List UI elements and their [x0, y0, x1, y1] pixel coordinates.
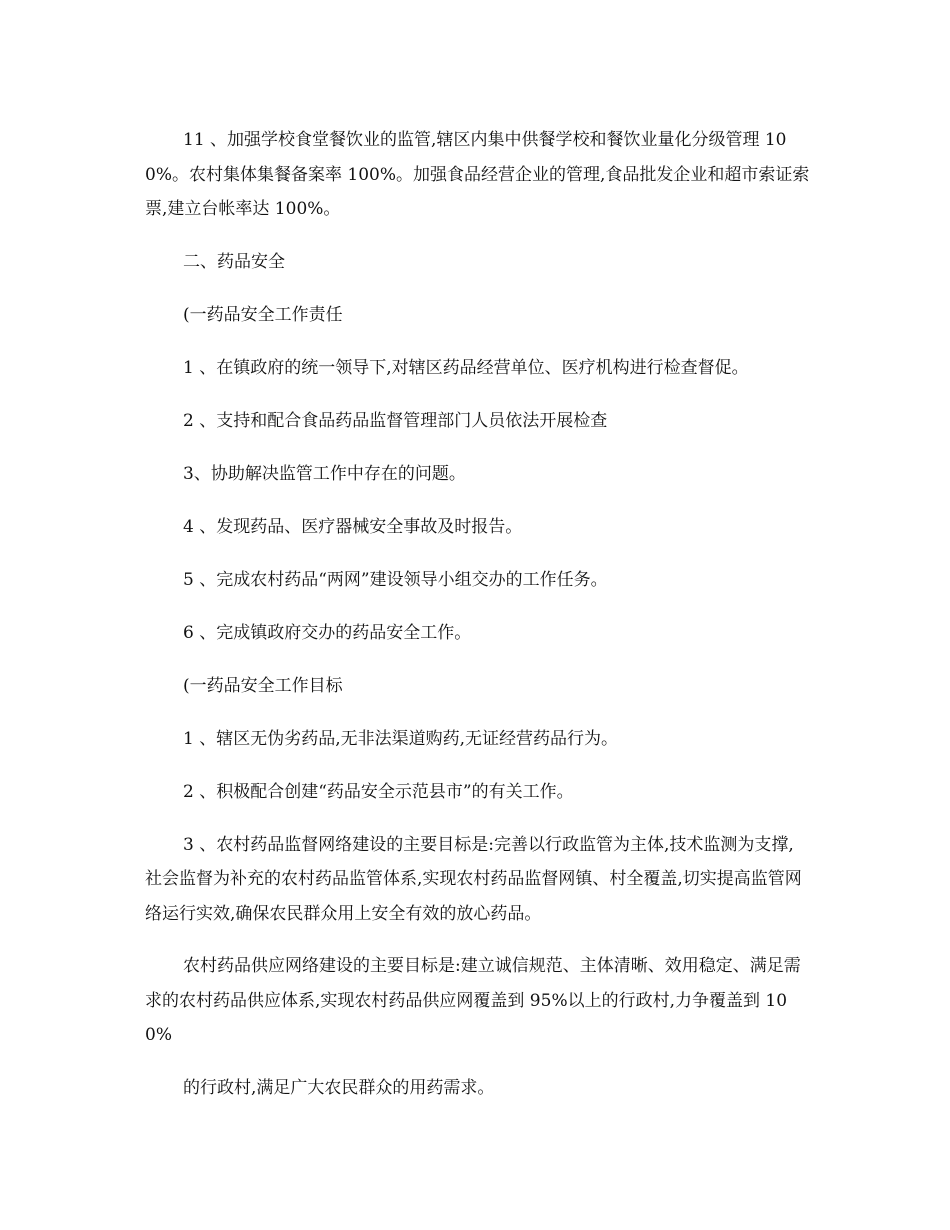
list-item: 5 、完成农村药品“两网”建设领导小组交办的工作任务。 [183, 569, 608, 590]
subsection-heading-responsibility: (一药品安全工作责任 [183, 304, 343, 325]
list-item: 6 、完成镇政府交办的药品安全工作。 [183, 622, 472, 643]
paragraph-continuation: 的行政村,满足广大农民群众的用药需求。 [183, 1077, 495, 1098]
paragraph-food-supervision: 11 、加强学校食堂餐饮业的监管,辖区内集中供餐学校和餐饮业量化分级管理 100%。农村集体集餐备案率 100%。加强食品经营企业的管理,食品批发企业和超市索证索票,建立台帐率达 100%。 [145, 130, 810, 219]
section-heading-drug-safety: 二、药品安全 [183, 251, 285, 272]
paragraph-supply-network: 农村药品供应网络建设的主要目标是:建立诚信规范、主体清晰、效用稳定、满足需求的农村药品供应体系,实现农村药品供应网覆盖到 95%以上的行政村,力争覆盖到 100% [145, 956, 801, 1045]
list-item: 1 、辖区无伪劣药品,无非法渠道购药,无证经营药品行为。 [183, 728, 619, 749]
list-item: 1 、在镇政府的统一领导下,对辖区药品经营单位、医疗机构进行检查督促。 [183, 357, 749, 378]
list-item: 4 、发现药品、医疗器械安全事故及时报告。 [183, 516, 523, 537]
list-item: 3、协助解决监管工作中存在的问题。 [183, 463, 466, 484]
paragraph-supervision-network: 3 、农村药品监督网络建设的主要目标是:完善以行政监管为主体,技术监测为支撑,社会监督为补充的农村药品监管体系,实现农村药品监督网镇、村全覆盖,切实提高监管网络运行实效,确保农民群众用上安全有效的放心药品。 [145, 834, 802, 924]
list-item: 2 、积极配合创建“药品安全示范县市”的有关工作。 [183, 781, 574, 802]
subsection-heading-goals: (一药品安全工作目标 [183, 675, 343, 696]
list-item: 2 、支持和配合食品药品监督管理部门人员依法开展检查 [183, 410, 608, 431]
document-body [145, 123, 810, 1124]
